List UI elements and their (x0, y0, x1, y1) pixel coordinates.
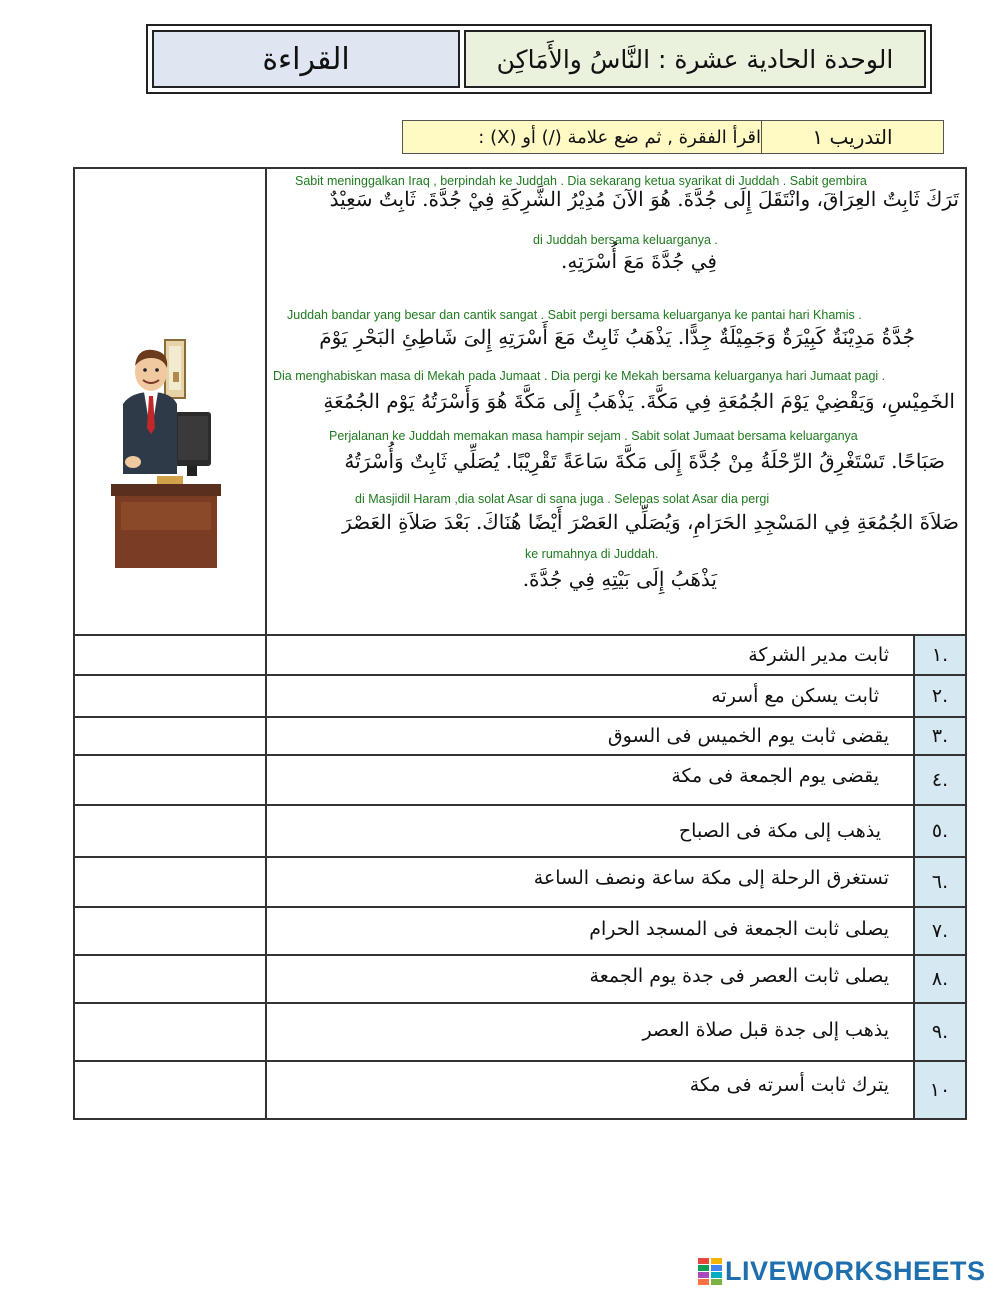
arabic-line-5: صَبَاحًا. تَسْتَغْرِقُ الرِّحْلَةُ مِنْ جُدَّةَ إِلَى مَكَّةَ سَاعَةً تَقْرِيْبًا. يُصَلِّي ثَابِتٌ وَأُسْرَتُهُ (344, 449, 945, 473)
question-text: ثابت مدير الشركة (748, 644, 889, 666)
malay-line-7: ke rumahnya di Juddah. (525, 547, 659, 561)
arabic-line-3: جُدَّةُ مَدِيْنَةٌ كَبِيْرَةٌ وَجَمِيْلَةٌ جِدًّا. يَذْهَبُ ثَابِتٌ مَعَ أَسْرَتِهِ إِلىَ شَاطِئِ البَحْرِ يَوْمَ (319, 325, 915, 349)
malay-line-2: di Juddah bersama keluarganya . (533, 233, 718, 247)
unit-title: الوحدة الحادية عشرة : النَّاسُ والأَمَاكِن (464, 30, 926, 88)
question-number: ٢. (913, 676, 965, 716)
question-number: ٧. (913, 908, 965, 954)
question-text: يترك ثابت أسرته فى مكة (689, 1074, 889, 1096)
question-number: ٣. (913, 718, 965, 754)
question-number: ٦. (913, 858, 965, 906)
arabic-line-4: الخَمِيْسِ، وَيَقْضِيْ يَوْمَ الجُمُعَةِ فِي مَكَّةَ. يَذْهَبُ إِلَى مَكَّةَ هُوَ وَأَسْرَتُهُ يَوْم الجُمُعَةِ (323, 389, 955, 413)
arabic-line-1: تَرَكَ ثَابِتٌ العِرَاقَ، وانْتَقَلَ إِلَى جُدَّةَ. هُوَ الآنَ مُدِيْرُ الشَّرِكَةِ فِيْ جُدَّةَ. ثَابِتٌ سَعِيْدٌ (329, 187, 959, 211)
arabic-line-2: فِي جُدَّةَ مَعَ أُسْرَتِهِ. (561, 249, 717, 273)
arabic-line-6: صَلاَةَ الجُمُعَةِ فِي المَسْجِدِ الحَرَامِ، وَيُصَلِّي العَصْرَ أَيْضًا هُنَاكَ. بَعْدَ صَلاَةِ العَصْرَ (342, 510, 959, 534)
question-text: يصلى ثابت العصر فى جدة يوم الجمعة (589, 965, 889, 987)
exercise-label: التدريب ١ (761, 121, 943, 153)
question-text: يصلى ثابت الجمعة فى المسجد الحرام (589, 918, 889, 940)
question-number: ١. (913, 636, 965, 674)
liveworksheets-logo (698, 1256, 986, 1287)
malay-line-1: Sabit meninggalkan Iraq , berpindah ke Juddah . Dia sekarang ketua syarikat di Juddah . Sabit gembira (295, 174, 867, 188)
reading-passage (267, 169, 965, 634)
malay-line-6: di Masjidil Haram ,dia solat Asar di sana juga . Selepas solat Asar dia pergi (355, 492, 770, 506)
instruction-bar (402, 120, 944, 154)
question-number: ٨. (913, 956, 965, 1002)
malay-line-3: Juddah bandar yang besar dan cantik sangat . Sabit pergi bersama keluarganya ke pantai hari Khamis . (287, 308, 862, 322)
instruction-text: اقرأ الفقرة , ثم ضع علامة (/) أو (X) : (478, 126, 761, 148)
liveworksheets-icon (698, 1258, 722, 1286)
malay-line-4: Dia menghabiskan masa di Mekah pada Jumaat . Dia pergi ke Mekah bersama keluarganya hari Jumaat pagi . (273, 369, 886, 383)
arabic-line-7: يَذْهَبُ إِلَى بَيْتِهِ فِي جُدَّةَ. (522, 567, 717, 591)
question-text: يقضى ثابت يوم الخميس فى السوق (607, 725, 889, 747)
malay-line-5: Perjalanan ke Juddah memakan masa hampir sejam . Sabit solat Jumaat bersama keluarganya (329, 429, 858, 443)
section-title: القراءة (152, 30, 460, 88)
title-box (146, 24, 932, 94)
question-number: ٩. (913, 1004, 965, 1060)
question-number: ٥. (913, 806, 965, 856)
liveworksheets-brand: LIVEWORKSHEETS (725, 1256, 986, 1286)
worksheet-table (73, 167, 967, 1120)
question-text: تستغرق الرحلة إلى مكة ساعة ونصف الساعة (533, 867, 889, 889)
question-text: يقضى يوم الجمعة فى مكة (671, 765, 879, 787)
businessman-illustration (111, 334, 221, 569)
question-text: يذهب إلى مكة فى الصباح (678, 820, 881, 842)
question-number: ٤. (913, 756, 965, 804)
question-text: ثابت يسكن مع أسرته (711, 685, 879, 707)
question-number: ١٠ (913, 1062, 965, 1118)
question-text: يذهب إلى جدة قبل صلاة العصر (642, 1019, 889, 1041)
